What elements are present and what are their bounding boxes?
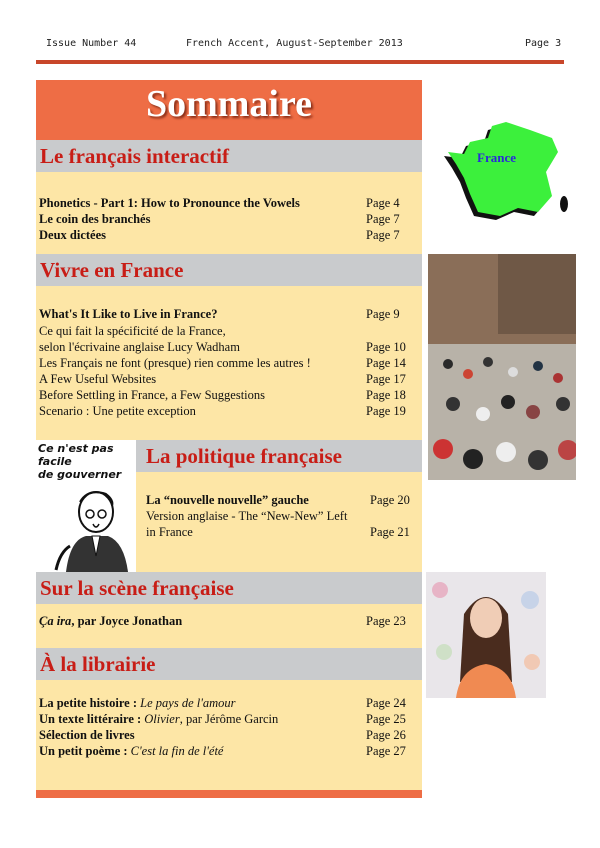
toc-item[interactable] [39, 696, 236, 711]
toc-item[interactable] [39, 744, 224, 759]
toc-page: Page 25 [366, 712, 406, 726]
toc-page: Page 14 [366, 356, 406, 370]
toc-item[interactable]: Les Français ne font (presque) rien comme les autres ! [39, 356, 311, 370]
toc-item[interactable]: Ce qui fait la spécificité de la France, [39, 324, 226, 338]
toc-page: Page 24 [366, 696, 406, 710]
section-title: Le français interactif [40, 144, 229, 168]
toc-item[interactable]: Before Settling in France, a Few Suggestions [39, 388, 266, 402]
toc-item[interactable]: Scenario : Une petite exception [39, 404, 196, 418]
france-map-shape [434, 112, 574, 224]
toc-item[interactable]: Deux dictées [39, 228, 106, 242]
photo-crowd [428, 254, 576, 480]
toc-page: Page 7 [366, 228, 400, 242]
toc-item[interactable]: Sélection de livres [39, 728, 135, 742]
photo-portrait [426, 572, 546, 698]
work-title: C'est la fin de l'été [130, 744, 224, 758]
toc-item[interactable]: in France [146, 525, 193, 539]
politics-cartoon [36, 440, 136, 572]
bottom-band [36, 790, 422, 798]
header-rule [36, 60, 564, 64]
section-title: La politique française [146, 444, 343, 468]
toc-page: Page 27 [366, 744, 406, 758]
item-label: La petite histoire : [39, 696, 141, 710]
work-title: Le pays de l'amour [140, 696, 236, 710]
toc-page: Page 9 [366, 307, 400, 321]
toc-item[interactable] [39, 712, 278, 727]
issue-number: Issue Number 44 [46, 38, 137, 49]
item-rest: , par Joyce Jonathan [71, 614, 183, 628]
toc-page: Page 21 [370, 525, 410, 539]
toc-page: Page 4 [366, 196, 400, 210]
singer-photo [426, 572, 546, 698]
toc-page: Page 17 [366, 372, 406, 386]
work-title: Olivier [144, 712, 180, 726]
cartoon-caption: Ce n'est pas facile [38, 442, 114, 468]
section-title: Sur la scène française [40, 576, 234, 600]
toc-item[interactable]: What's It Like to Live in France? [39, 307, 218, 321]
toc-item[interactable]: A Few Useful Websites [39, 372, 157, 386]
page-title: Sommaire [145, 83, 313, 125]
toc-item[interactable] [39, 614, 182, 629]
toc-item[interactable]: Phonetics - Part 1: How to Pronounce the Vowels [39, 196, 300, 210]
item-rest: , par Jérôme Garcin [179, 712, 279, 726]
toc-page: Page 7 [366, 212, 400, 226]
section-title: Vivre en France [40, 258, 184, 282]
toc-item[interactable]: La “nouvelle nouvelle” gauche [146, 493, 309, 507]
france-map [434, 112, 574, 224]
item-label: Un texte littéraire : [39, 712, 145, 726]
toc-page: Page 26 [366, 728, 406, 742]
publication-title: French Accent, August-September 2013 [186, 38, 403, 49]
item-label: Un petit poème : [39, 744, 131, 758]
section-title: À la librairie [40, 652, 156, 676]
toc-item[interactable]: Version anglaise - The “New-New” Left [146, 509, 348, 523]
contents-column [36, 80, 422, 798]
map-label: France [477, 150, 516, 165]
street-crowd-photo [428, 254, 576, 480]
toc-page: Page 23 [366, 614, 406, 628]
cartoon-caption: de gouverner [38, 468, 122, 481]
toc-item[interactable]: selon l'écrivaine anglaise Lucy Wadham [39, 340, 240, 354]
toc-page: Page 10 [366, 340, 406, 354]
toc-page: Page 20 [370, 493, 410, 507]
work-title: Ça ira [39, 614, 72, 628]
toc-page: Page 18 [366, 388, 406, 402]
cartoon-figure [36, 440, 136, 572]
toc-item[interactable]: Le coin des branchés [39, 212, 151, 226]
toc-page: Page 19 [366, 404, 406, 418]
page-number: Page 3 [525, 38, 562, 49]
